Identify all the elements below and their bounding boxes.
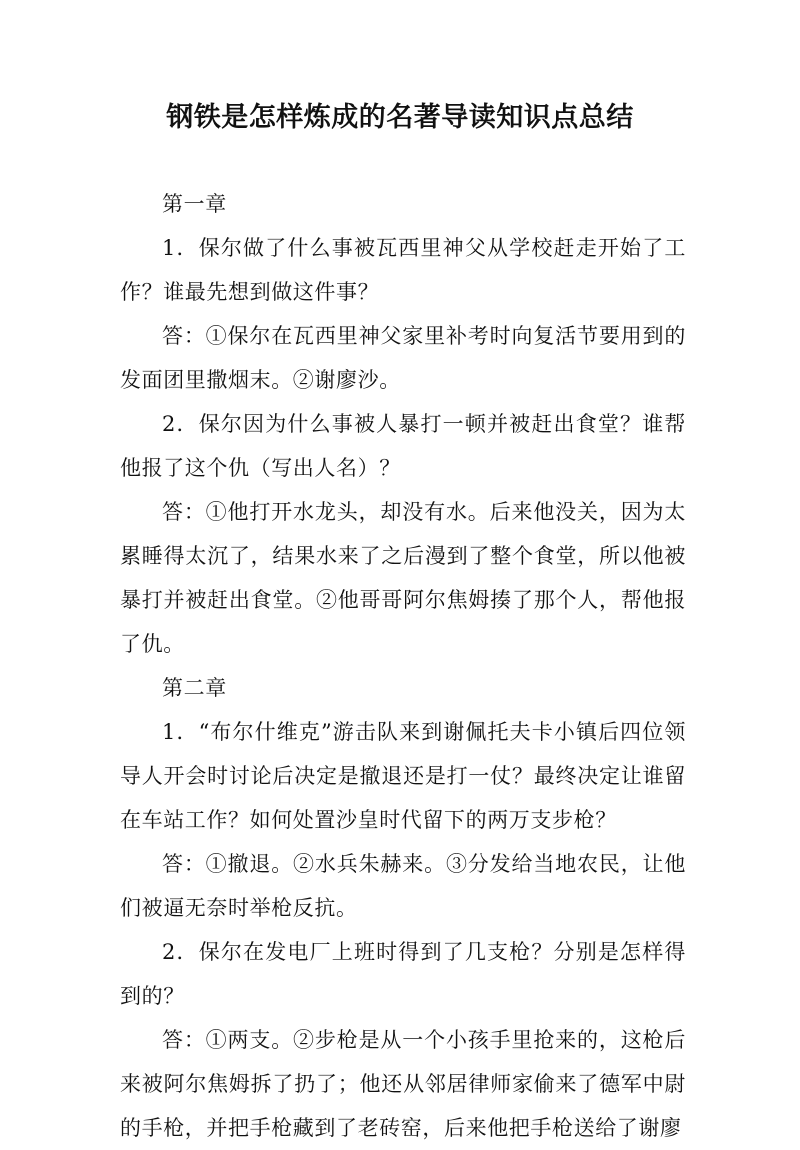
answer-paragraph: 答：①他打开水龙头，却没有水。后来他没关，因为太累睡得太沉了，结果水来了之后漫到了整个食堂，所以他被暴打并被赶出食堂。②他哥哥阿尔焦姆揍了那个人，帮他报了仇。: [120, 500, 686, 656]
question-paragraph: 1．“布尔什维克”游击队来到谢佩托夫卡小镇后四位领导人开会时讨论后决定是撤退还是打一仗？最终决定让谁留在车站工作？如何处置沙皇时代留下的两万支步枪？: [120, 720, 686, 832]
question-paragraph: 2．保尔在发电厂上班时得到了几支枪？分别是怎样得到的？: [120, 940, 686, 1008]
document-body: [120, 182, 686, 1150]
question-paragraph: 2．保尔因为什么事被人暴打一顿并被赶出食堂？谁帮他报了这个仇（写出人名）？: [120, 412, 686, 480]
document-title: 钢铁是怎样炼成的名著导读知识点总结: [166, 102, 634, 133]
chapter-heading: 第一章: [162, 192, 227, 216]
answer-paragraph: 答：①两支。②步枪是从一个小孩手里抢来的，这枪后来被阿尔焦姆拆了扔了；他还从邻居律师家偷来了德军中尉的手枪，并把手枪藏到了老砖窑，后来他把手枪送给了谢廖: [120, 1028, 686, 1140]
question-paragraph: 1．保尔做了什么事被瓦西里神父从学校赶走开始了工作？谁最先想到做这件事？: [120, 236, 686, 304]
answer-paragraph: 答：①保尔在瓦西里神父家里补考时向复活节要用到的发面团里撒烟末。②谢廖沙。: [120, 324, 686, 392]
chapter-heading: 第二章: [162, 676, 227, 700]
answer-paragraph: 答：①撤退。②水兵朱赫来。③分发给当地农民，让他们被逼无奈时举枪反抗。: [120, 852, 686, 920]
